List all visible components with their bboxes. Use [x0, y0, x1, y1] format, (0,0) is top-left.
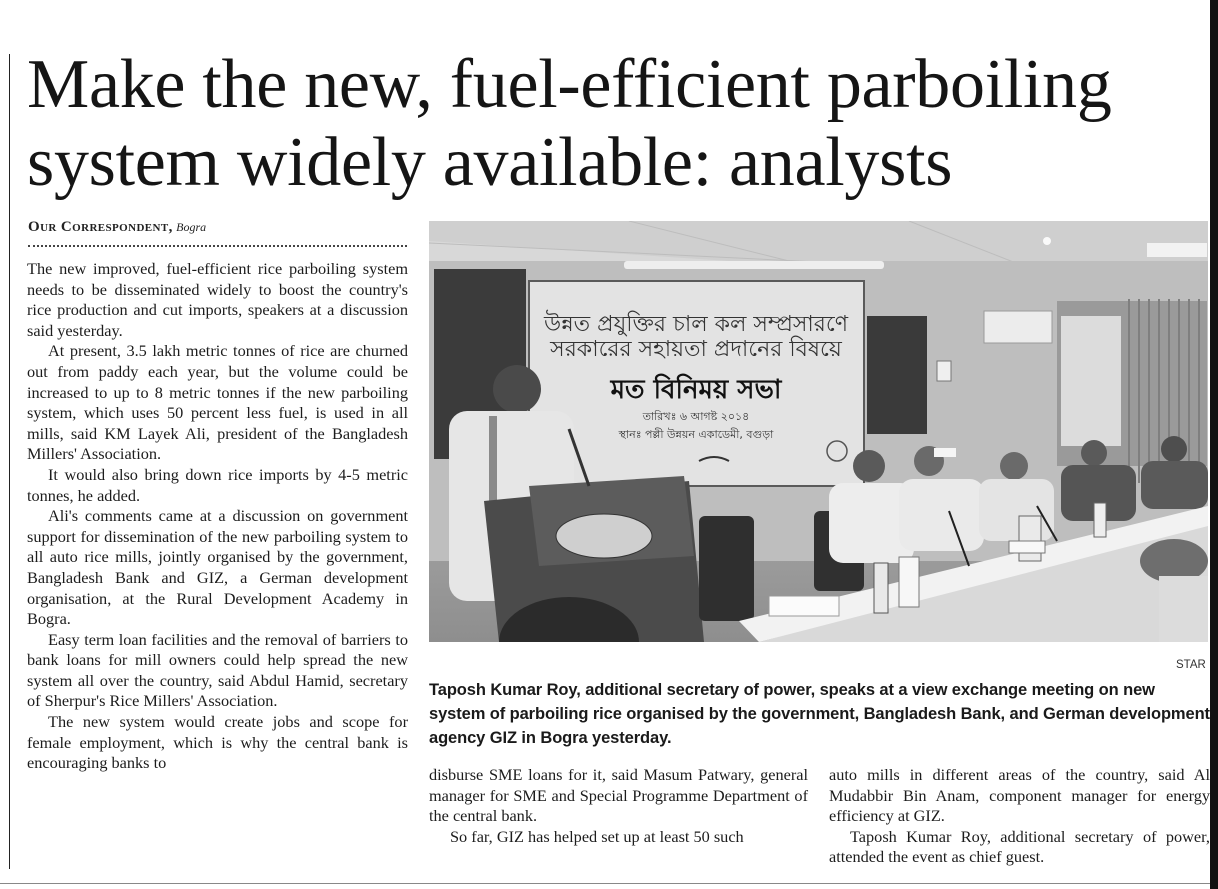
paragraph: auto mills in different areas of the country, said Al Mudabbir Bin Anam, component manager for energy efficiency at GIZ. [829, 765, 1210, 826]
article-column-3 [829, 765, 1210, 868]
article-column-1 [27, 259, 408, 774]
paragraph: Ali's comments came at a discussion on government support for dissemination of the new parboiling system to all auto rice mills, jointly organised by the government, Bangladesh Bank and GIZ, a German development organisation, at the Rural Development Academy in Bogra. [27, 506, 408, 629]
banner-line-1: উন্নত প্রযুক্তির চাল কল সম্প্রসারণে [543, 312, 849, 337]
right-page-edge [1210, 0, 1218, 889]
headline-line-1: Make the new, fuel-efficient parboiling [27, 46, 1112, 123]
news-photo [429, 221, 1208, 642]
paragraph: Easy term loan facilities and the removal of barriers to bank loans for mill owners could help spread the new system all over the country, said Abdul Hamid, secretary of Sherpur's Rice Millers' Association. [27, 629, 408, 711]
headline [27, 46, 1209, 202]
paragraph: The new system would create jobs and scope for female employment, which is why the central bank is encouraging banks to [27, 712, 408, 773]
paragraph: The new improved, fuel-efficient rice parboiling system needs to be disseminated widely to boost the country's rice production and cut imports, speakers at a discussion said yesterday. [27, 259, 408, 340]
banner-line-5: স্থানঃ পল্লী উন্নয়ন একাডেমী, বগুড়া [618, 428, 774, 441]
photo-credit: STAR [1176, 659, 1206, 671]
banner-line-3: মত বিনিময় সভা [610, 375, 782, 405]
photo-illustration [429, 221, 1208, 642]
byline-dotted-rule [28, 245, 407, 247]
paragraph: At present, 3.5 lakh metric tonnes of rice are churned out from paddy each year, but the volume could be increased to up to 8 metric tonnes if the new parboiling system, which uses 50 percent less fuel, is used in all mills, said KM Layek Ali, president of the Bangladesh Millers' Association. [27, 341, 408, 464]
banner-line-4: তারিখঃ ৬ আগষ্ট ২০১৪ [642, 410, 750, 423]
left-column-rule [9, 54, 10, 869]
article-column-2 [429, 765, 808, 847]
bottom-rule [0, 883, 1210, 884]
byline-place: Bogra [176, 220, 207, 234]
paragraph: disburse SME loans for it, said Masum Patwary, general manager for SME and Special Programme Department of the central bank. [429, 765, 808, 826]
paragraph: It would also bring down rice imports by 4-5 metric tonnes, he added. [27, 464, 408, 505]
paragraph: So far, GIZ has helped set up at least 50 such [450, 826, 744, 846]
byline [28, 219, 206, 236]
photo-caption: Taposh Kumar Roy, additional secretary of power, speaks at a view exchange meeting on new system of parboiling rice organised by the government, Bangladesh Bank, and German development agency GIZ in Bogra yesterday. [429, 681, 1210, 747]
byline-correspondent: Our Correspondent, [28, 219, 173, 235]
banner-line-2: সরকারের সহায়তা প্রদানের বিষয়ে [550, 337, 842, 362]
paragraph: Taposh Kumar Roy, additional secretary of power, attended the event as chief guest. [829, 826, 1210, 867]
headline-line-2: system widely available: analysts [27, 124, 953, 201]
